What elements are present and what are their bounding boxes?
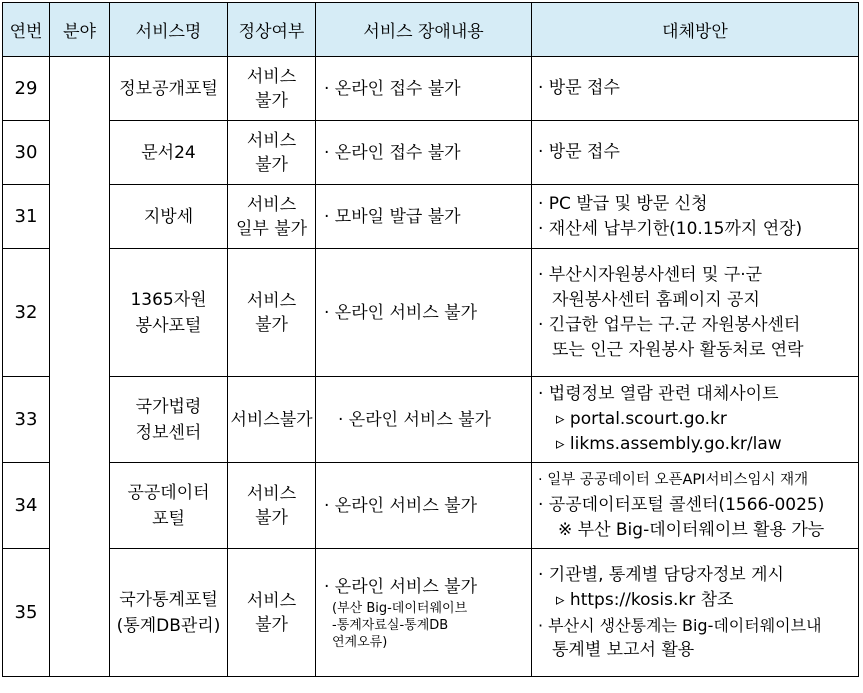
header-no: 연번 [3, 3, 50, 57]
alternative-text: · 법령정보 열람 관련 대체사이트 [538, 384, 779, 404]
service-name-cell [110, 549, 228, 677]
service-name-cell [110, 249, 228, 377]
alternative-text: · 공공데이터포털 콜센터(1566-0025) [538, 495, 825, 515]
alternative-link[interactable]: ▹ likms.assembly.go.kr/law [556, 434, 782, 454]
status-cell [228, 121, 316, 185]
row-number: 35 [3, 549, 50, 677]
issue-text: · 온라인 접수 불가 [324, 78, 461, 99]
status-cell [228, 463, 316, 549]
status-cell [228, 377, 316, 463]
alternative-text: · PC 발급 및 방문 신청 [538, 193, 708, 214]
status-text: 불가 [255, 154, 288, 175]
service-name: 국가통계포털 [119, 589, 218, 610]
issue-cell [316, 185, 532, 249]
alternative-cell [532, 377, 859, 463]
table-row [3, 549, 859, 677]
alternative-note: ※ 부산 Big-데이터웨이브 활용 가능 [558, 520, 825, 540]
status-cell [228, 549, 316, 677]
alternative-text: · 긴급한 업무는 구.군 자원봉사센터 [538, 314, 801, 335]
service-name: 공공데이터 [127, 482, 210, 503]
issue-cell [316, 463, 532, 549]
alternative-cell [532, 549, 859, 677]
alternative-text: 통계별 보고서 활용 [552, 639, 695, 660]
issue-cell [316, 549, 532, 677]
table-row [3, 185, 859, 249]
status-text: 서비스 [246, 194, 297, 215]
header-service-name: 서비스명 [110, 3, 228, 57]
service-name-cell [110, 377, 228, 463]
alternative-cell [532, 185, 859, 249]
row-number: 29 [3, 57, 50, 121]
service-name-cell [110, 185, 228, 249]
service-name: 정보공개포털 [119, 78, 218, 99]
status-text: 불가 [255, 507, 288, 528]
issue-text: · 모바일 발급 불가 [324, 206, 461, 227]
header-field: 분야 [50, 3, 110, 57]
service-outage-table [2, 2, 859, 677]
status-cell [228, 185, 316, 249]
alternative-text: · 부산시자원봉사센터 및 구·군 [538, 264, 763, 285]
row-number: 34 [3, 463, 50, 549]
status-text: 서비스불가 [230, 409, 313, 430]
table-row [3, 249, 859, 377]
field-cell [50, 57, 110, 677]
issue-note: 연계오류) [332, 635, 388, 650]
row-number: 32 [3, 249, 50, 377]
table-row [3, 463, 859, 549]
status-text: 서비스 [246, 483, 297, 504]
issue-text: · 온라인 접수 불가 [324, 142, 461, 163]
service-name: 정보센터 [135, 422, 202, 443]
service-name: 국가법령 [135, 396, 202, 417]
alternative-text: · 방문 접수 [538, 78, 620, 98]
alternative-link[interactable]: ▹ portal.scourt.go.kr [556, 409, 727, 429]
alternative-text: 또는 인근 자원봉사 활동처로 연락 [552, 339, 804, 360]
alternative-text: · 기관별, 통계별 담당자정보 게시 [538, 564, 784, 585]
alternative-text: · 일부 공공데이터 오픈API서비스임시 재개 [538, 472, 809, 488]
alternative-text: · 부산시 생산통계는 Big-데이터웨이브내 [538, 615, 822, 635]
issue-cell [316, 377, 532, 463]
service-name-cell [110, 463, 228, 549]
service-name: 지방세 [143, 206, 194, 227]
issue-text: · 온라인 서비스 불가 [324, 302, 477, 323]
issue-text: · 온라인 서비스 불가 [324, 495, 477, 516]
status-text: 서비스 [246, 290, 297, 311]
issue-text: · 온라인 서비스 불가 [324, 577, 477, 597]
header-row [3, 3, 859, 57]
alternative-text: 자원봉사센터 홈페이지 공지 [552, 289, 760, 310]
header-alternative: 대체방안 [532, 3, 859, 57]
status-cell [228, 57, 316, 121]
header-status: 정상여부 [228, 3, 316, 57]
alternative-text: · 방문 접수 [538, 142, 620, 162]
status-text: 일부 불가 [235, 218, 308, 239]
issue-cell [316, 249, 532, 377]
service-name-cell [110, 121, 228, 185]
row-number: 31 [3, 185, 50, 249]
service-name: 포털 [152, 508, 185, 529]
issue-cell [316, 57, 532, 121]
alternative-link[interactable]: ▹ https://kosis.kr 참조 [556, 589, 734, 610]
status-text: 불가 [255, 314, 288, 335]
row-number: 30 [3, 121, 50, 185]
alternative-cell [532, 463, 859, 549]
status-cell [228, 249, 316, 377]
issue-cell [316, 121, 532, 185]
alternative-cell [532, 57, 859, 121]
service-name: 봉사포털 [135, 315, 202, 336]
table-row [3, 377, 859, 463]
issue-note: (부산 Big-데이터웨이브 [332, 601, 468, 616]
header-issue: 서비스 장애내용 [316, 3, 532, 57]
status-text: 서비스 [246, 590, 297, 611]
status-text: 불가 [255, 90, 288, 111]
table-row [3, 121, 859, 185]
service-name: (통계DB관리) [116, 615, 221, 636]
service-name-cell [110, 57, 228, 121]
document-page [2, 2, 861, 689]
service-name: 문서24 [141, 142, 196, 163]
status-text: 서비스 [246, 130, 297, 151]
alternative-cell [532, 121, 859, 185]
issue-text: · 온라인 서비스 불가 [338, 409, 491, 430]
status-text: 서비스 [246, 66, 297, 87]
row-number: 33 [3, 377, 50, 463]
alternative-text: · 재산세 납부기한(10.15까지 연장) [538, 218, 803, 239]
table-row [3, 57, 859, 121]
issue-note: -통계자료실-통계DB [332, 618, 449, 633]
service-name: 1365자원 [130, 289, 207, 310]
status-text: 불가 [255, 614, 288, 635]
alternative-cell [532, 249, 859, 377]
